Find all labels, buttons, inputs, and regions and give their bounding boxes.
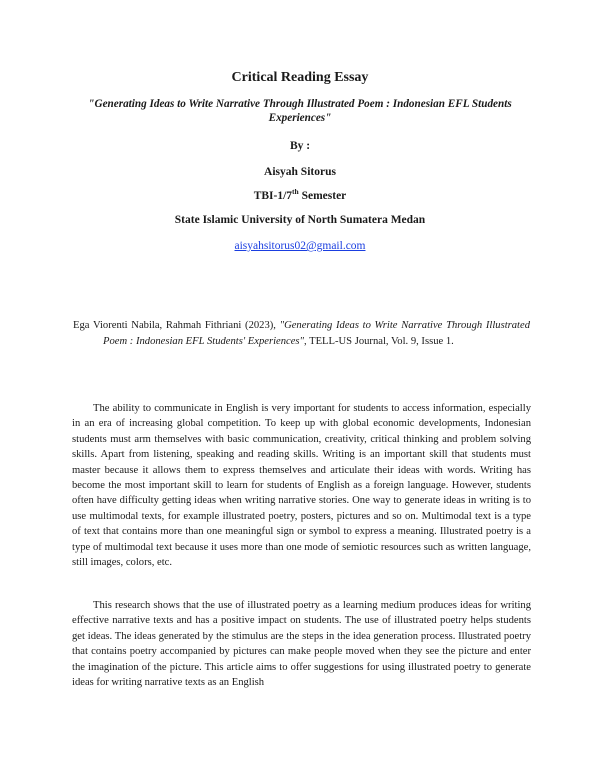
semester-prefix: TBI-1/7 bbox=[253, 190, 293, 202]
body-paragraph-2: This research shows that the use of illustrated poetry as a learning medium produces ideas for writing effective narrative texts and has a positive impact on students. The use of illustrated poetry helps students get ideas. The ideas generated by the stimulus are the steps in the idea generation process. Illustrated poetry that contains poetry accompanied by pictures can make people moved when they see the picture and enter the imagination of the picture. This article aims to offer suggestions for using illustrated poetry to generate ideas for writing narrative texts as an English bbox=[72, 600, 531, 689]
essay-title: Critical Reading Essay bbox=[231, 70, 369, 85]
citation bbox=[73, 318, 530, 349]
university-name: State Islamic University of North Sumatera Medan bbox=[174, 214, 426, 226]
semester-suffix: Semester bbox=[298, 190, 347, 202]
citation-article-title: "Generating Ideas to Write Narrative Through Illustrated Poem : Indonesian EFL Students' Experiences" bbox=[103, 320, 530, 347]
citation-authors: Ega Viorenti Nabila, Rahmah Fithriani (2023), bbox=[73, 320, 280, 331]
email-link[interactable]: aisyahsitorus02@gmail.com bbox=[234, 240, 366, 252]
author-name: Aisyah Sitorus bbox=[264, 166, 336, 178]
body-paragraph-1: The ability to communicate in English is very important for students to access information, especially in an era of increasing global competition. To keep up with global economic developments, Indonesian students must arm themselves with basic communication, creativity, critical thinking and problem solving skills. Apart from listening, speaking and reading skills. Writing is an important skill that students must master because it allows them to express themselves and articulate their ideas with words. Writing has become the most important skill to learn for students of English as a foreign language. However, students often have difficulty getting ideas when writing narrative stories. One way to generate ideas in writing is to use multimodal texts, for example illustrated poetry, posters, pictures and so on. Multimodal text is a type of text that contains more than one meaningful sign or symbol to express a meaning. Illustrated poetry is a type of multimodal text because it uses more than one mode of semiotic resources such as written language, still images, colors, etc. bbox=[72, 403, 531, 569]
email-line bbox=[70, 240, 530, 252]
essay-subtitle: "Generating Ideas to Write Narrative Through Illustrated Poem : Indonesian EFL Students Experiences" bbox=[88, 98, 512, 124]
by-label: By : bbox=[289, 140, 311, 152]
citation-source: , TELL-US Journal, Vol. 9, Issue 1. bbox=[304, 335, 454, 347]
semester-line bbox=[70, 187, 530, 202]
semester-superscript: th bbox=[292, 187, 299, 197]
